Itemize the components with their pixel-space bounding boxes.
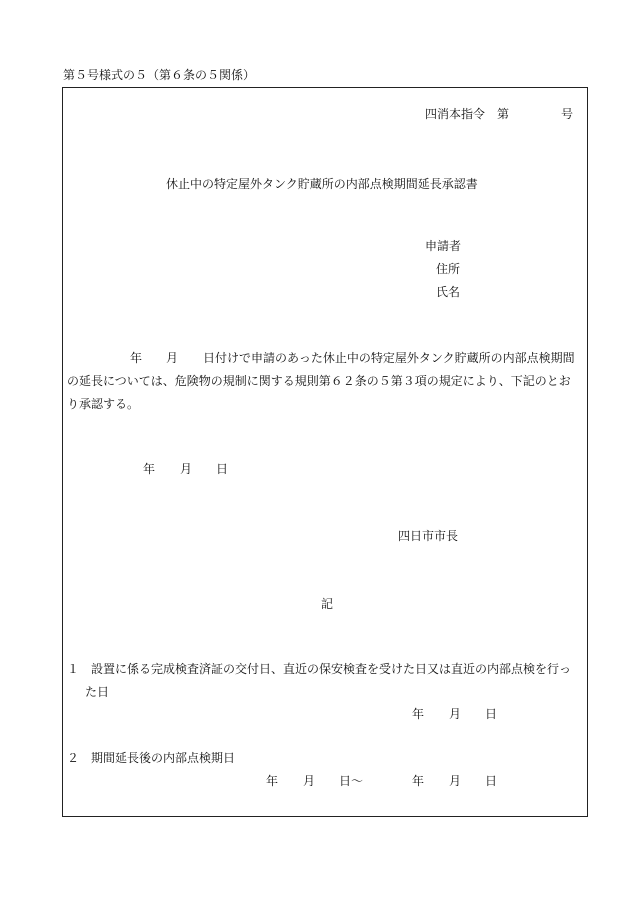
- document-frame: [62, 87, 588, 817]
- issuer: 四日市市長: [398, 529, 459, 543]
- reference-suffix: 号: [561, 107, 574, 121]
- issue-date-month: 月: [180, 462, 193, 476]
- body-month: 月: [166, 351, 179, 365]
- item1-month: 月: [449, 707, 462, 721]
- item2-to-year: 年: [412, 774, 425, 788]
- reference-prefix: 四消本指令 第: [425, 107, 510, 121]
- applicant-address-label: 住所: [436, 262, 461, 276]
- item1-year: 年: [412, 707, 425, 721]
- applicant-label: 申請者: [425, 239, 462, 253]
- item2-text: ２ 期間延長後の内部点検期日: [67, 751, 236, 765]
- item1-text: １ 設置に係る完成検査済証の交付日、直近の保安検査を受けた日又は直近の内部点検を行っ: [67, 662, 572, 676]
- issue-date-year: 年: [143, 462, 156, 476]
- body-year: 年: [130, 351, 143, 365]
- body-line3: り承認する。: [67, 397, 140, 411]
- item2-from-year: 年: [266, 774, 279, 788]
- issue-date-day: 日: [216, 462, 229, 476]
- item1-text-continued: た日: [85, 685, 110, 699]
- document-title: 休止中の特定屋外タンク貯蔵所の内部点検期間延長承認書: [166, 177, 478, 191]
- item2-from-month: 月: [303, 774, 316, 788]
- form-label: 第５号様式の５（第６条の５関係）: [63, 68, 256, 82]
- item2-to-day: 日: [485, 774, 498, 788]
- applicant-name-label: 氏名: [436, 285, 461, 299]
- item2-from-day: 日〜: [339, 774, 364, 788]
- body-line1: 日付けで申請のあった休止中の特定屋外タンク貯蔵所の内部点検期間: [203, 351, 575, 365]
- body-line2: の延長については、危険物の規制に関する規則第６２条の５第３項の規定により、下記のとお: [67, 374, 571, 388]
- ki-heading: 記: [321, 597, 334, 611]
- item2-to-month: 月: [449, 774, 462, 788]
- item1-day: 日: [485, 707, 498, 721]
